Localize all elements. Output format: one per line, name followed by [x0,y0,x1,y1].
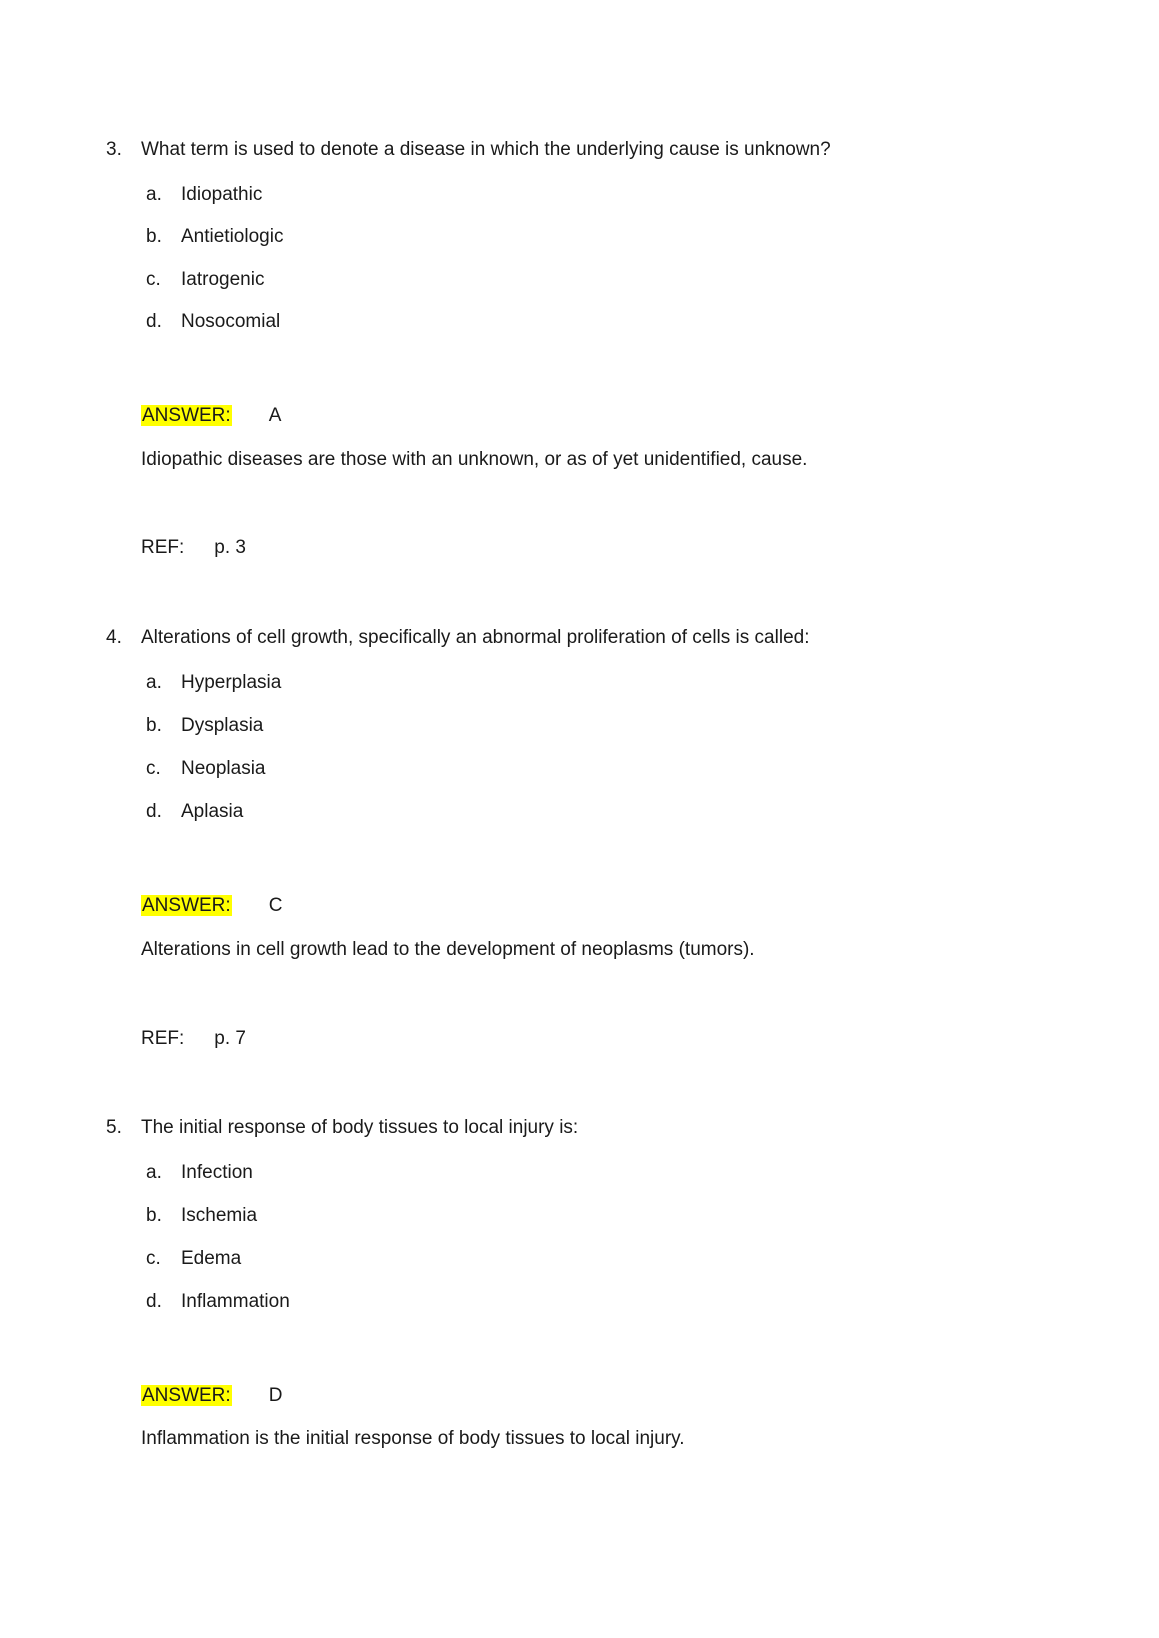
reference-value: p. 7 [214,1028,246,1049]
reference-label: REF: [141,537,185,558]
answer-row [141,404,281,428]
reference-value: p. 3 [214,537,246,558]
option-b [146,714,263,738]
option-b [146,225,283,249]
option-text: Aplasia [181,801,244,822]
answer-label: ANSWER: [142,1385,231,1406]
option-letter: c. [146,758,161,779]
option-text: Infection [181,1162,253,1183]
option-a [146,1161,253,1185]
answer-label: ANSWER: [142,895,231,916]
option-d [146,800,243,824]
answer-row [141,1384,282,1408]
option-text: Nosocomial [181,311,281,332]
option-text: Dysplasia [181,715,264,736]
option-text: Neoplasia [181,758,266,779]
option-letter: a. [146,184,162,205]
option-letter: b. [146,226,162,247]
option-d [146,1290,290,1314]
question-text: What term is used to denote a disease in which the underlying cause is unknown? [141,139,831,160]
answer-explanation: Idiopathic diseases are those with an unknown, or as of yet unidentified, cause. [141,449,808,470]
option-letter: c. [146,269,161,290]
option-text: Edema [181,1248,242,1269]
answer-explanation: Alterations in cell growth lead to the development of neoplasms (tumors). [141,939,755,960]
option-text: Idiopathic [181,184,263,205]
option-letter: a. [146,1162,162,1183]
option-letter: d. [146,1291,162,1312]
answer-label: ANSWER: [142,405,231,426]
option-text: Hyperplasia [181,672,282,693]
option-a [146,671,281,695]
question-text: The initial response of body tissues to local injury is: [141,1117,579,1138]
option-a [146,183,262,207]
answer-row [141,894,282,918]
question-text: Alterations of cell growth, specifically an abnormal proliferation of cells is called: [141,627,810,648]
option-c [146,757,266,781]
option-text: Antietiologic [181,226,284,247]
option-text: Iatrogenic [181,269,265,290]
reference-row [141,1027,246,1051]
answer-value: A [268,405,282,426]
option-c [146,1247,241,1271]
question-stem [106,626,809,650]
question-stem [106,138,831,162]
question-stem [106,1116,578,1140]
option-letter: a. [146,672,162,693]
question-number: 3. [106,139,122,160]
option-text: Inflammation [181,1291,290,1312]
option-c [146,268,264,292]
option-letter: b. [146,715,162,736]
answer-value: D [268,1385,283,1406]
option-letter: b. [146,1205,162,1226]
question-number: 4. [106,627,122,648]
option-letter: c. [146,1248,161,1269]
option-letter: d. [146,801,162,822]
question-number: 5. [106,1117,122,1138]
reference-label: REF: [141,1028,185,1049]
option-letter: d. [146,311,162,332]
reference-row [141,536,246,560]
option-d [146,310,280,334]
answer-value: C [268,895,283,916]
option-text: Ischemia [181,1205,258,1226]
answer-explanation: Inflammation is the initial response of body tissues to local injury. [141,1428,685,1449]
option-b [146,1204,257,1228]
